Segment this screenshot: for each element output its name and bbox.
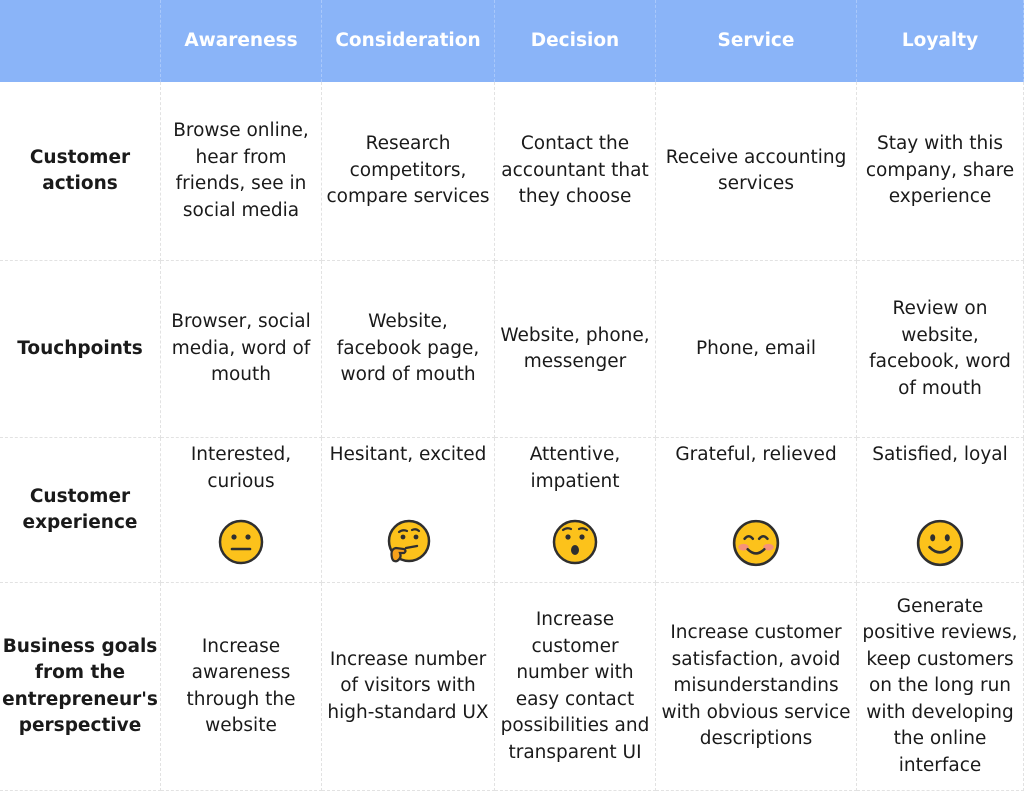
row-label-customer-actions: Customer actions	[0, 82, 161, 261]
goals-cell-decision: Increase customer number with easy contact possibilities and transparent UI	[495, 583, 656, 791]
experience-text: Interested, curious	[190, 444, 292, 492]
experience-cell-decision	[495, 438, 656, 583]
smiling-blush-face-icon	[731, 518, 781, 568]
goals-cell-service: Increase customer satisfaction, avoid misunderstandins with obvious service descriptions	[656, 583, 857, 791]
experience-text: Attentive, impatient	[529, 444, 621, 492]
experience-text: Hesitant, excited	[329, 444, 487, 465]
stage-header-service: Service	[656, 0, 857, 82]
goals-cell-consideration: Increase number of visitors with high-standard UX	[322, 583, 495, 791]
actions-cell-consideration: Research competitors, compare services	[322, 82, 495, 261]
experience-text: Satisfied, loyal	[872, 444, 1008, 465]
experience-cell-loyalty	[857, 438, 1024, 583]
stage-header-loyalty: Loyalty	[857, 0, 1024, 82]
row-label-touchpoints: Touchpoints	[0, 261, 161, 438]
stage-header-awareness: Awareness	[161, 0, 322, 82]
actions-cell-service: Receive accounting services	[656, 82, 857, 261]
stage-header-consideration: Consideration	[322, 0, 495, 82]
neutral-face-icon	[217, 518, 265, 566]
actions-cell-decision: Contact the accountant that they choose	[495, 82, 656, 261]
touchpoints-cell-awareness: Browser, social media, word of mouth	[161, 261, 322, 438]
touchpoints-cell-service: Phone, email	[656, 261, 857, 438]
experience-cell-service	[656, 438, 857, 583]
goals-cell-loyalty: Generate positive reviews, keep customers on the long run with developing the online interface	[857, 583, 1024, 791]
experience-cell-awareness	[161, 438, 322, 583]
touchpoints-cell-decision: Website, phone, messenger	[495, 261, 656, 438]
header-corner	[0, 0, 161, 82]
row-label-business-goals: Business goals from the entrepreneur's perspective	[0, 583, 161, 791]
actions-cell-awareness: Browse online, hear from friends, see in social media	[161, 82, 322, 261]
surprised-face-icon	[551, 518, 599, 566]
row-label-customer-experience: Customer experience	[0, 438, 161, 583]
goals-cell-awareness: Increase awareness through the website	[161, 583, 322, 791]
thinking-face-icon	[384, 518, 432, 566]
experience-cell-consideration	[322, 438, 495, 583]
slightly-smiling-face-icon	[915, 518, 965, 568]
experience-text: Grateful, relieved	[675, 444, 837, 465]
stage-header-decision: Decision	[495, 0, 656, 82]
actions-cell-loyalty: Stay with this company, share experience	[857, 82, 1024, 261]
touchpoints-cell-loyalty: Review on website, facebook, word of mouth	[857, 261, 1024, 438]
touchpoints-cell-consideration: Website, facebook page, word of mouth	[322, 261, 495, 438]
